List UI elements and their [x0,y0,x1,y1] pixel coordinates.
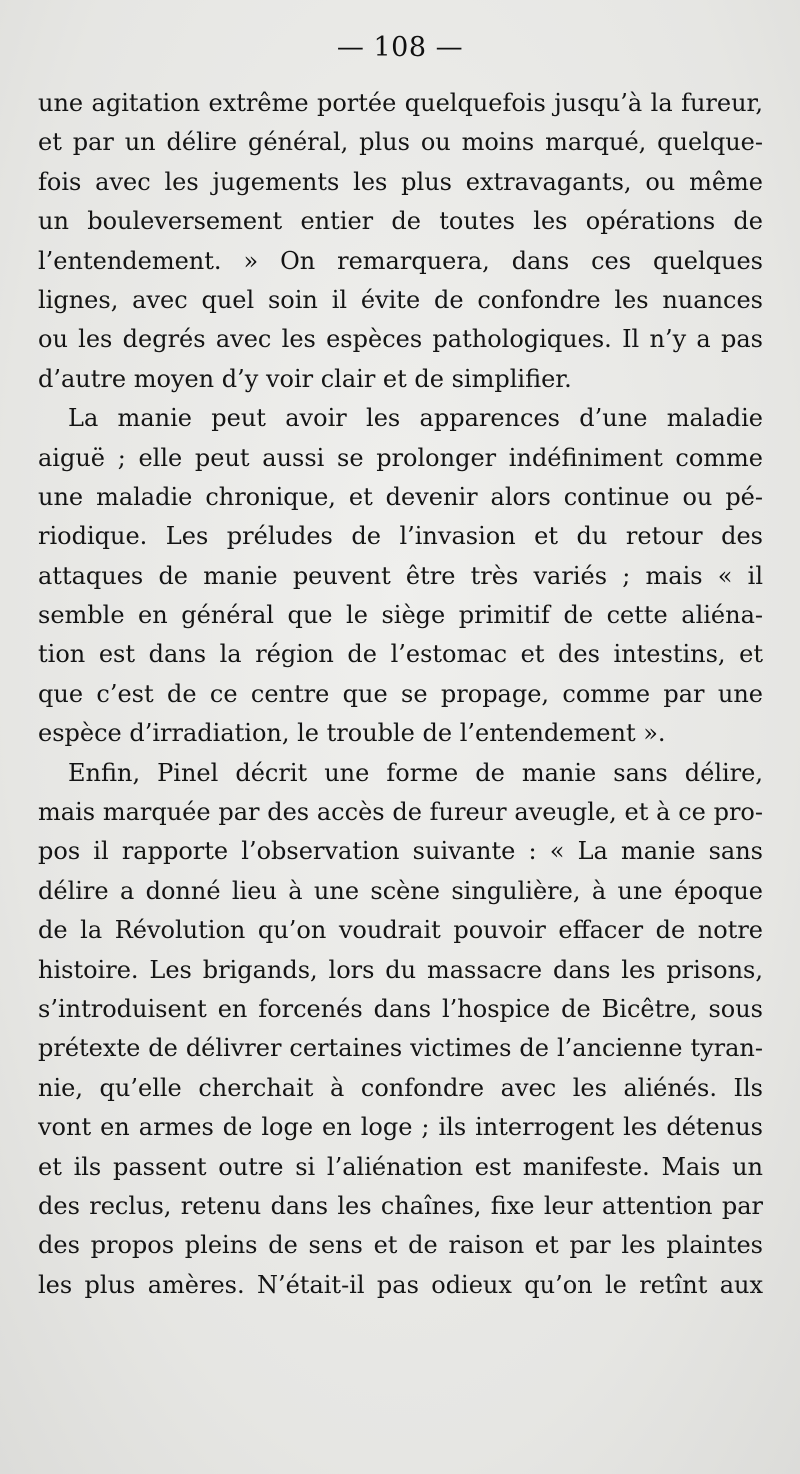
text-line: délire a donné lieu à une scène singulière, à une époque [38,876,763,905]
body-text [38,84,763,1305]
text-line: un bouleversement entier de toutes les opérations de [38,207,763,236]
text-line: fois avec les jugements les plus extravagants, ou même [38,167,763,196]
text-line: une agitation extrême portée quelquefois jusqu’à la fureur, [38,89,763,117]
text-line: de la Révolution qu’on voudrait pouvoir effacer de notre [38,916,763,945]
text-line: prétexte de délivrer certaines victimes de l’ancienne tyran- [38,1034,763,1063]
text-line: et ils passent outre si l’aliénation est manifeste. Mais un [38,1152,763,1181]
text-line: les plus amères. N’était-il pas odieux qu’on le retînt aux [38,1270,763,1299]
text-line: et par un délire général, plus ou moins marqué, quelque- [38,128,763,157]
page-number: — 108 — [336,32,464,63]
text-line: riodique. Les préludes de l’invasion et du retour des [38,522,763,551]
text-line: mais marquée par des accès de fureur aveugle, et à ce pro- [38,798,763,827]
text-line: d’autre moyen d’y voir clair et de simplifier. [38,364,572,393]
text-line: espèce d’irradiation, le trouble de l’entendement ». [38,719,666,748]
text-line: une maladie chronique, et devenir alors continue ou pé- [38,482,763,511]
text-line: des reclus, retenu dans les chaînes, fixe leur attention par [38,1191,763,1220]
text-line: s’introduisent en forcenés dans l’hospice de Bicêtre, sous [38,994,763,1023]
text-line: ou les degrés avec les espèces pathologiques. Il n’y a pas [38,325,763,354]
text-line: des propos pleins de sens et de raison et par les plaintes [38,1231,763,1260]
text-line: aiguë ; elle peut aussi se prolonger indéfiniment comme [38,443,763,472]
text-line: nie, qu’elle cherchait à confondre avec les aliénés. Ils [38,1073,763,1102]
text-line: vont en armes de loge en loge ; ils interrogent les détenus [38,1113,763,1142]
text-line: que c’est de ce centre que se propage, comme par une [38,679,763,708]
text-line: pos il rapporte l’observation suivante : « La manie sans [38,837,763,866]
text-line: l’entendement. » On remarquera, dans ces quelques [38,246,763,275]
paragraph-first-line: La manie peut avoir les apparences d’une maladie [68,404,763,433]
text-line: attaques de manie peuvent être très variés ; mais « il [38,561,763,590]
text-line: lignes, avec quel soin il évite de confondre les nuances [38,285,763,314]
text-line: histoire. Les brigands, lors du massacre dans les prisons, [38,955,763,984]
text-line: semble en général que le siège primitif de cette aliéna- [38,601,763,630]
paragraph-first-line: Enfin, Pinel décrit une forme de manie sans délire, [68,758,763,787]
text-line: tion est dans la région de l’estomac et des intestins, et [38,640,763,669]
